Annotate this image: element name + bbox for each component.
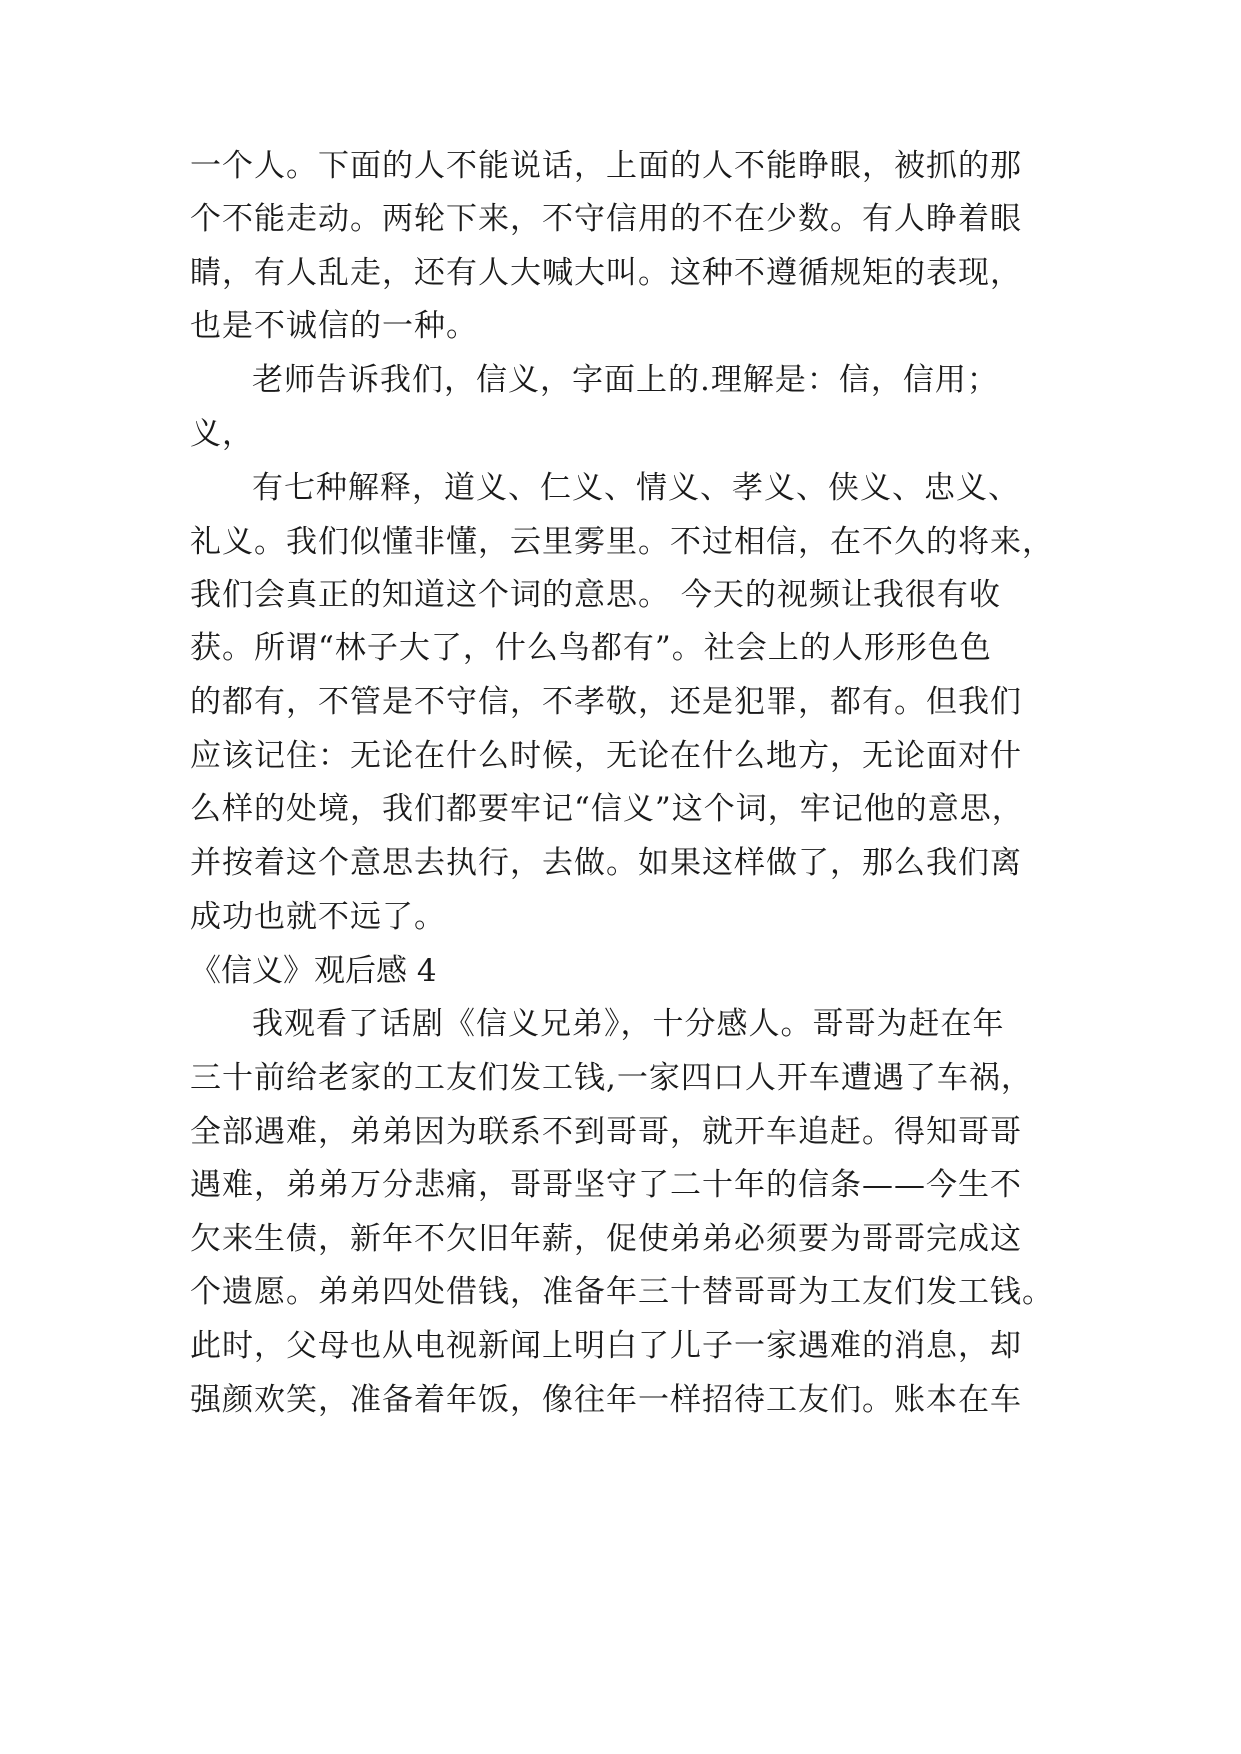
text-line: 礼义。我们似懂非懂，云里雾里。不过相信，在不久的将来， bbox=[190, 524, 1054, 560]
text-line: 并按着这个意思去执行，去做。如果这样做了，那么我们离 bbox=[190, 845, 1022, 881]
text-line: 全部遇难，弟弟因为联系不到哥哥，就开车追赶。得知哥哥 bbox=[190, 1114, 1022, 1150]
text-line: 一个人。下面的人不能说话，上面的人不能睁眼，被抓的那 bbox=[190, 148, 1022, 184]
text-line: 三十前给老家的工友们发工钱,一家四口人开车遭遇了车祸， bbox=[190, 1060, 1033, 1096]
text-line: 个不能走动。两轮下来，不守信用的不在少数。有人睁着眼 bbox=[190, 201, 1022, 237]
text-line: 强颜欢笑，准备着年饭，像往年一样招待工友们。账本在车 bbox=[190, 1382, 1022, 1418]
text-line: 义， bbox=[190, 416, 254, 452]
text-line: 个遗愿。弟弟四处借钱，准备年三十替哥哥为工友们发工钱。 bbox=[190, 1274, 1054, 1310]
text-line: 成功也就不远了。 bbox=[190, 899, 446, 935]
text-line: 也是不诚信的一种。 bbox=[190, 308, 478, 344]
text-line: 睛，有人乱走，还有人大喊大叫。这种不遵循规矩的表现， bbox=[190, 255, 1022, 291]
text-line: 我们会真正的知道这个词的意思。 今天的视频让我很有收 bbox=[190, 577, 1001, 613]
text-line: 遇难，弟弟万分悲痛，哥哥坚守了二十年的信条——今生不 bbox=[190, 1167, 1022, 1203]
section-heading: 《信义》观后感 4 bbox=[190, 953, 437, 989]
text-line: 欠来生债，新年不欠旧年薪，促使弟弟必须要为哥哥完成这 bbox=[190, 1221, 1022, 1257]
text-line: 获。所谓“林子大了，什么鸟都有”。社会上的人形形色色 bbox=[190, 630, 992, 666]
text-line: 的都有，不管是不守信，不孝敬，还是犯罪，都有。但我们 bbox=[190, 684, 1022, 720]
text-line: 老师告诉我们，信义，字面上的.理解是：信，信用； bbox=[252, 362, 999, 398]
text-line: 有七种解释，道义、仁义、情义、孝义、侠义、忠义、 bbox=[252, 470, 1020, 506]
text-line: 应该记住：无论在什么时候，无论在什么地方，无论面对什 bbox=[190, 738, 1022, 774]
text-line: 我观看了话剧《信义兄弟》，十分感人。哥哥为赶在年 bbox=[252, 1006, 1005, 1042]
text-line: 么样的处境，我们都要牢记“信义”这个词，牢记他的意思， bbox=[190, 791, 1024, 827]
text-line: 此时，父母也从电视新闻上明白了儿子一家遇难的消息，却 bbox=[190, 1328, 1022, 1364]
